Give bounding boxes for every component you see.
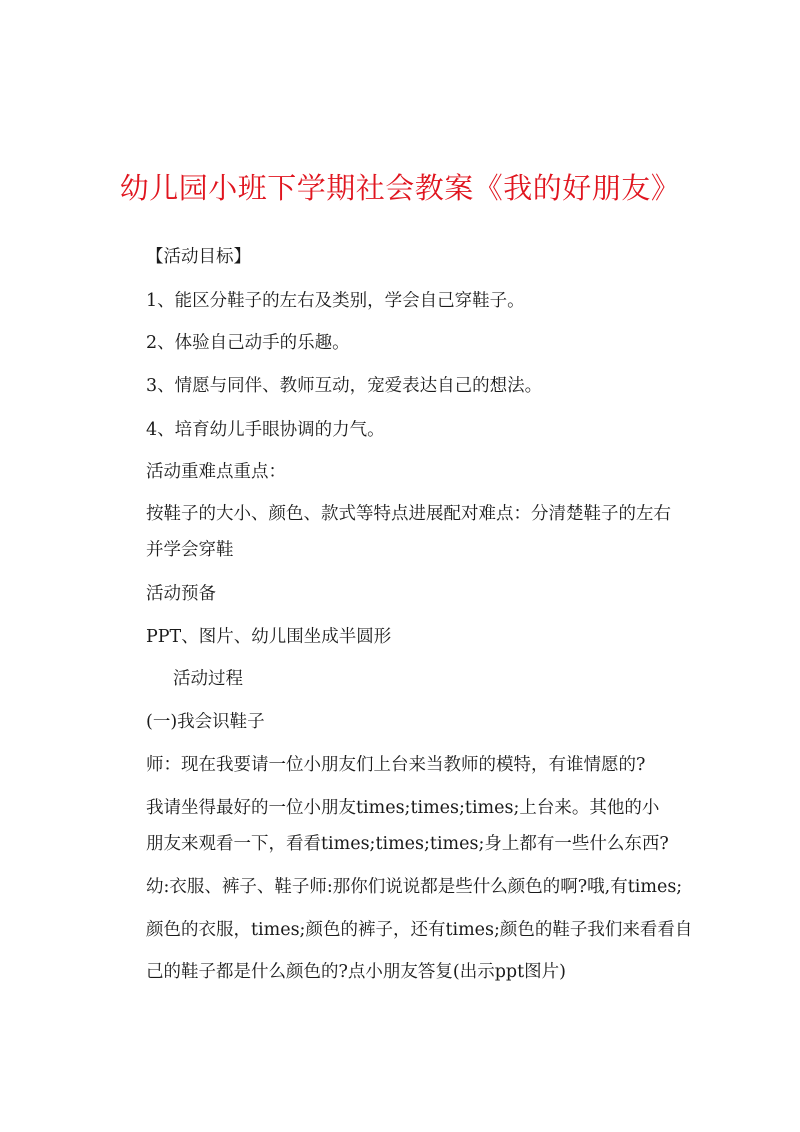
paragraph-line: 颜色的衣服，times;颜色的裤子，还有times;颜色的鞋子我们来看看自 (146, 920, 693, 940)
paragraph-line: 按鞋子的大小、颜色、款式等特点进展配对难点：分清楚鞋子的左右 (146, 504, 671, 524)
document-title: 幼儿园小班下学期社会教案《我的好朋友》 (119, 171, 681, 205)
section-heading-goals: 【活动目标】 (146, 247, 251, 267)
paragraph-line: 并学会穿鞋 (146, 540, 234, 560)
paragraph-line: 3、情愿与同伴、教师互动，宠爱表达自己的想法。 (146, 376, 543, 396)
paragraph-line: PPT、图片、幼儿围坐成半圆形 (146, 627, 392, 647)
paragraph-line: 师：现在我要请一位小朋友们上台来当教师的模特，有谁情愿的? (146, 755, 646, 775)
section-heading-process: 活动过程 (173, 669, 243, 689)
subsection-heading: (一)我会识鞋子 (146, 712, 265, 732)
paragraph-line: 4、培育幼儿手眼协调的力气。 (146, 420, 385, 440)
paragraph-line: 朋友来观看一下，看看times;times;times;身上都有一些什么东西? (146, 834, 669, 854)
paragraph-line: 己的鞋子都是什么颜色的?点小朋友答复(出示ppt图片) (146, 962, 566, 982)
section-heading-preparation: 活动预备 (146, 584, 216, 604)
section-heading-key-points: 活动重难点重点： (146, 462, 286, 482)
paragraph-line: 幼:衣服、裤子、鞋子师:那你们说说都是些什么颜色的啊?哦,有times; (146, 877, 683, 897)
paragraph-line: 2、体验自己动手的乐趣。 (146, 333, 350, 353)
paragraph-line: 1、能区分鞋子的左右及类别，学会自己穿鞋子。 (146, 291, 525, 311)
paragraph-line: 我请坐得最好的一位小朋友times;times;times;上台来。其他的小 (146, 798, 660, 818)
